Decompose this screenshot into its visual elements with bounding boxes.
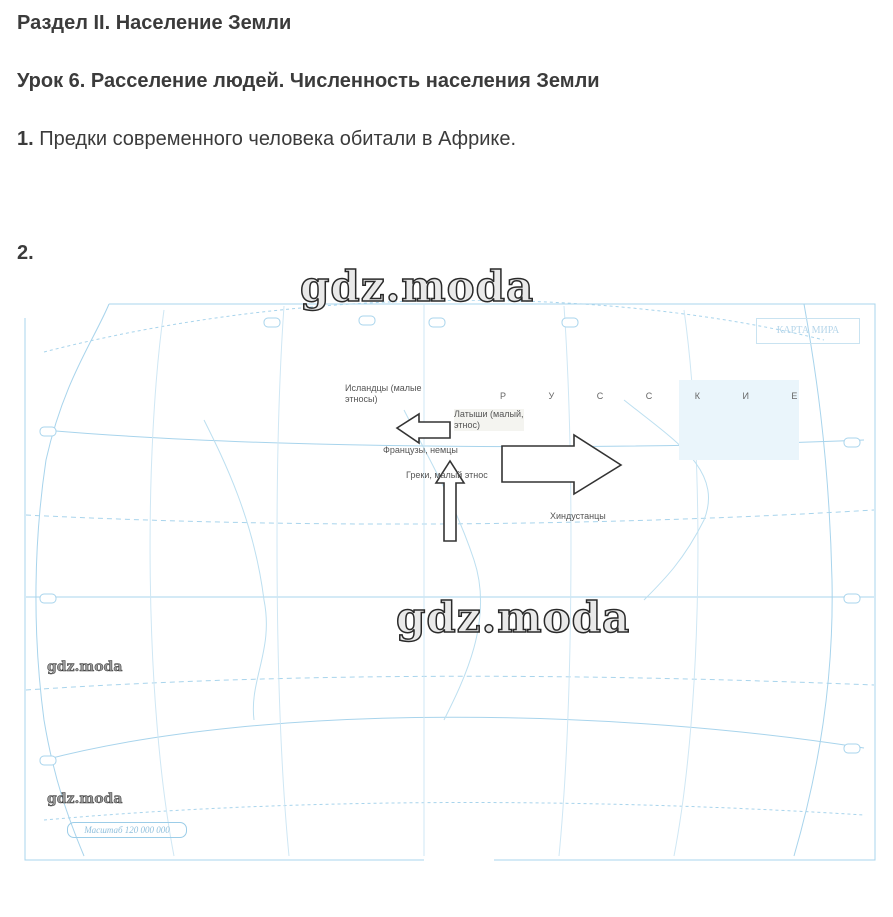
section-heading: Раздел II. Население Земли (17, 12, 292, 34)
task-1 (17, 128, 516, 151)
watermark-left-1: gdz.moda (47, 659, 123, 675)
map-scale: Масштаб 120 000 000 (67, 822, 187, 838)
label-french-germans: Французы, немцы (383, 445, 458, 455)
label-hindustani: Хиндустанцы (550, 511, 606, 521)
label-greeks: Греки, малый этнос (406, 470, 488, 480)
watermark-middle: gdz.moda (396, 593, 631, 642)
label-russians: Р У С С К И Е (500, 391, 818, 401)
lesson-heading: Урок 6. Расселение людей. Численность населения Земли (17, 70, 600, 92)
task-1-number: 1. (17, 128, 34, 150)
watermark-left-2: gdz.moda (47, 791, 123, 807)
world-map (24, 300, 877, 862)
label-icelanders: Исландцы (малые этносы) (345, 383, 422, 404)
task-1-text: Предки современного человека обитали в Африке. (33, 128, 517, 150)
map-title: КАРТА МИРА (756, 318, 860, 344)
task-2-number: 2. (17, 242, 34, 264)
label-latvians: Латыши (малый, этнос) (454, 409, 524, 430)
watermark-top: gdz.moda (300, 262, 535, 311)
